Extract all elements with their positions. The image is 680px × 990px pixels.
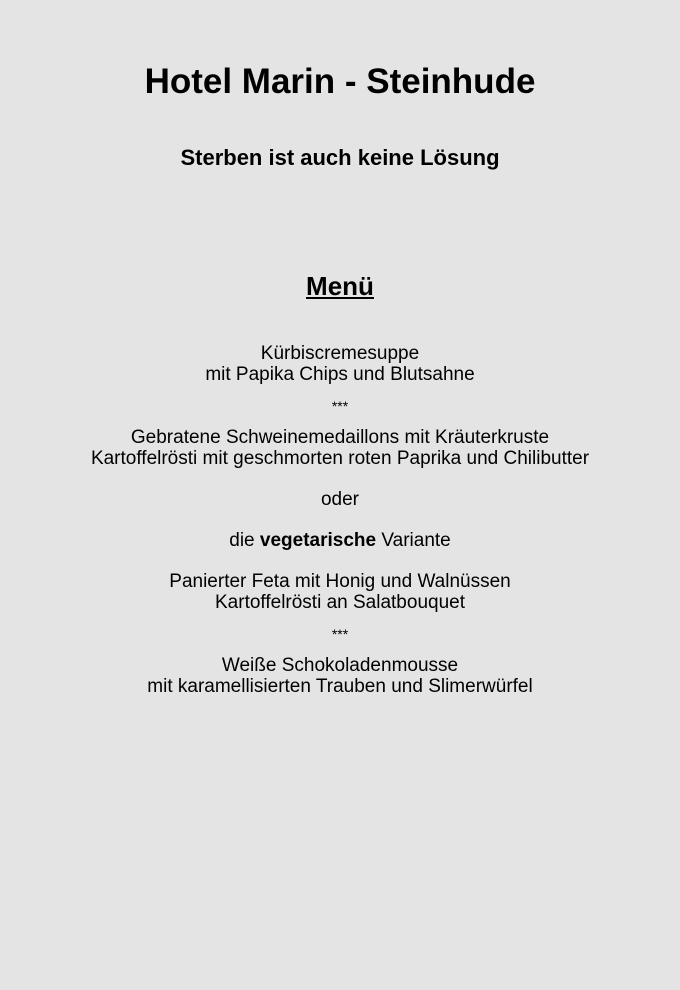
- starter-line-2: mit Papika Chips und Blutsahne: [205, 364, 475, 385]
- veg-line-2: Kartoffelrösti an Salatbouquet: [215, 592, 465, 613]
- dessert-line-1: Weiße Schokoladenmousse: [221, 655, 459, 676]
- vegetarian-intro-prefix: die: [229, 530, 260, 551]
- main-line-1: Gebratene Schweinemedaillons mit Kräuterkruste: [130, 427, 550, 448]
- dessert-course: [0, 655, 680, 697]
- dessert-line-2: mit karamellisierten Trauben und Slimerwürfel: [147, 676, 533, 697]
- starter-course: [0, 343, 680, 385]
- vegetarian-intro: [0, 530, 680, 551]
- main-course: [0, 427, 680, 469]
- main-line-2: Kartoffelrösti mit geschmorten roten Paprika und Chilibutter: [90, 448, 590, 469]
- veg-line-1: Panierter Feta mit Honig und Walnüssen: [169, 571, 511, 592]
- page-title: Hotel Marin - Steinhude: [144, 62, 536, 101]
- menu-heading: Menü: [306, 271, 374, 301]
- starter-line-1: Kürbiscremesuppe: [260, 343, 420, 364]
- vegetarian-course: [0, 571, 680, 613]
- vegetarian-intro-bold: vegetarische: [259, 530, 377, 551]
- vegetarian-intro-suffix: Variante: [376, 530, 451, 551]
- page-subtitle: Sterben ist auch keine Lösung: [180, 145, 500, 170]
- course-separator-2: ***: [331, 626, 349, 642]
- menu-body: [0, 343, 680, 697]
- course-separator-1: ***: [331, 398, 349, 414]
- or-text: oder: [320, 489, 360, 510]
